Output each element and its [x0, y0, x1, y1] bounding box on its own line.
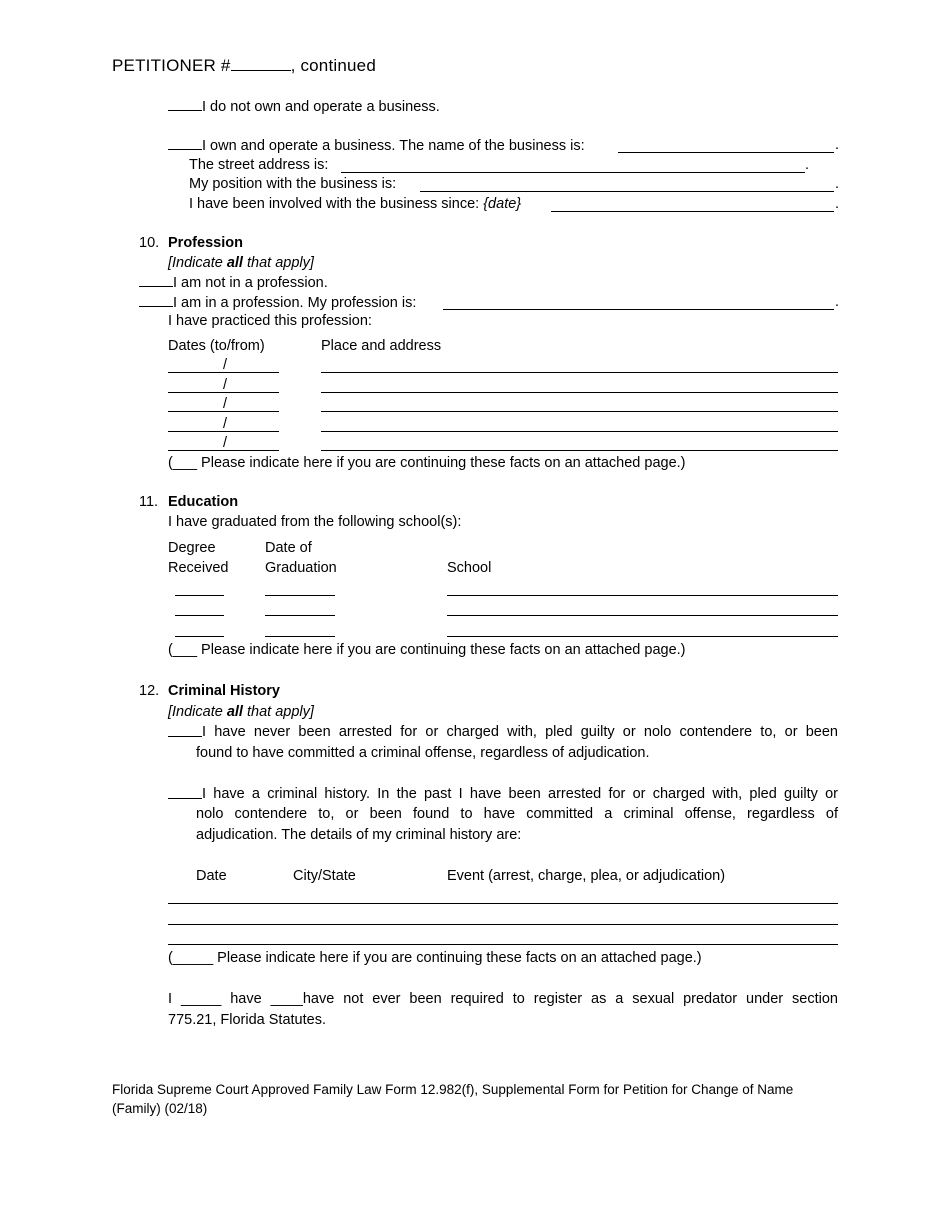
profession-place-field[interactable] — [321, 450, 838, 451]
criminal-city-header: City/State — [293, 868, 356, 884]
period: . — [835, 196, 840, 212]
criminal-details-field[interactable] — [168, 944, 838, 945]
period: . — [805, 157, 810, 173]
profession-dates-header: Dates (to/from) — [168, 338, 265, 354]
education-degree-header-2: Received — [168, 560, 229, 576]
profession-title: Profession — [168, 235, 243, 251]
criminal-never-line-1: I have never been arrested for or charged with, pled guilty or nolo contendere to, or been — [202, 724, 838, 740]
business-not-own-label: I do not own and operate a business. — [202, 99, 440, 115]
criminal-never-line-2: found to have committed a criminal offense, regardless of adjudication. — [196, 745, 650, 761]
criminal-history-line-2: nolo contendere to, or been found to have committed a criminal offense, regardless of — [196, 806, 838, 822]
criminal-history-checkbox[interactable] — [168, 784, 202, 799]
instruction-text: that apply] — [242, 704, 314, 720]
business-name-field[interactable] — [618, 152, 834, 153]
profession-instruction — [168, 253, 314, 273]
date-separator: / — [223, 396, 228, 412]
date-separator: / — [223, 377, 228, 393]
profession-in-checkbox[interactable] — [139, 292, 173, 307]
education-date-header-1: Date of — [265, 540, 312, 556]
petitioner-number-field[interactable] — [231, 56, 291, 71]
business-street-field[interactable] — [341, 172, 805, 173]
education-continue-note: (___ Please indicate here if you are continuing these facts on an attached page.) — [168, 642, 686, 658]
education-school-field[interactable] — [447, 636, 838, 637]
footer-line-1: Florida Supreme Court Approved Family Law Form 12.982(f), Supplemental Form for Petition for Change of Name — [112, 1082, 794, 1097]
education-title: Education — [168, 494, 239, 510]
profession-number: 10. — [139, 235, 160, 251]
business-own-label: I own and operate a business. The name of the business is: — [202, 138, 585, 154]
profession-continue-note: (___ Please indicate here if you are continuing these facts on an attached page.) — [168, 455, 686, 471]
period: . — [835, 176, 840, 192]
instruction-text: [Indicate — [168, 255, 227, 271]
education-school-header: School — [447, 560, 492, 576]
predator-statement-line-2: 775.21, Florida Statutes. — [168, 1012, 326, 1028]
header-prefix: PETITIONER # — [112, 56, 231, 75]
business-street-label: The street address is: — [189, 157, 329, 173]
instruction-emphasis: all — [226, 704, 243, 720]
education-school-field[interactable] — [447, 595, 838, 596]
date-separator: / — [223, 416, 228, 432]
business-own-checkbox[interactable] — [168, 135, 202, 150]
criminal-date-header: Date — [196, 868, 227, 884]
profession-not-in-label: I am not in a profession. — [173, 275, 328, 291]
profession-place-field[interactable] — [321, 392, 838, 393]
business-position-label: My position with the business is: — [189, 176, 397, 192]
criminal-never-option — [168, 722, 838, 742]
profession-field[interactable] — [443, 309, 834, 310]
criminal-history-line-3: adjudication. The details of my criminal history are: — [196, 827, 522, 843]
education-date-field[interactable] — [265, 615, 335, 616]
business-since-date-hint: {date} — [483, 196, 522, 212]
page-footer — [112, 1080, 842, 1118]
criminal-history-line-1: I have a criminal history. In the past I have been arrested for or charged with, pled guilty or — [202, 786, 838, 802]
education-degree-field[interactable] — [175, 636, 224, 637]
profession-in-label: I am in a profession. My profession is: — [173, 295, 417, 311]
business-not-own-checkbox[interactable] — [168, 96, 202, 111]
instruction-emphasis: all — [226, 255, 243, 271]
profession-place-field[interactable] — [321, 431, 838, 432]
period: . — [835, 294, 840, 310]
criminal-event-header: Event (arrest, charge, plea, or adjudication) — [447, 868, 726, 884]
criminal-instruction — [168, 702, 314, 722]
instruction-text: that apply] — [242, 255, 314, 271]
date-separator: / — [223, 435, 228, 451]
footer-line-2: (Family) (02/18) — [112, 1101, 208, 1116]
criminal-title: Criminal History — [168, 683, 280, 699]
criminal-details-field[interactable] — [168, 903, 838, 904]
business-since-field[interactable] — [551, 211, 834, 212]
instruction-text: [Indicate — [168, 704, 227, 720]
education-date-field[interactable] — [265, 595, 335, 596]
profession-not-in-option — [139, 272, 328, 293]
criminal-never-checkbox[interactable] — [168, 722, 202, 737]
business-position-field[interactable] — [420, 191, 834, 192]
period: . — [835, 137, 840, 153]
predator-statement-line-1[interactable]: I _____ have ____have not ever been required to register as a sexual predator under section — [168, 991, 838, 1007]
profession-practiced-label: I have practiced this profession: — [168, 313, 372, 329]
education-school-field[interactable] — [447, 615, 838, 616]
education-intro: I have graduated from the following school(s): — [168, 514, 462, 530]
business-since-label — [189, 194, 521, 214]
criminal-number: 12. — [139, 683, 160, 699]
business-own-option — [168, 135, 585, 156]
education-number: 11. — [139, 494, 159, 510]
profession-not-in-checkbox[interactable] — [139, 272, 173, 287]
education-date-field[interactable] — [265, 636, 335, 637]
education-degree-header-1: Degree — [168, 540, 216, 556]
criminal-continue-note: (_____ Please indicate here if you are continuing these facts on an attached page.) — [168, 950, 702, 966]
education-degree-field[interactable] — [175, 615, 224, 616]
date-separator: / — [223, 357, 228, 373]
criminal-history-option — [168, 784, 838, 804]
profession-place-field[interactable] — [321, 411, 838, 412]
header-suffix: , continued — [290, 56, 376, 75]
business-since-prefix: I have been involved with the business since: — [189, 196, 480, 212]
business-not-own-option — [168, 96, 440, 117]
profession-place-field[interactable] — [321, 372, 838, 373]
education-date-header-2: Graduation — [265, 560, 337, 576]
criminal-details-field[interactable] — [168, 924, 838, 925]
profession-in-option — [139, 292, 416, 313]
page-header — [112, 56, 376, 76]
education-degree-field[interactable] — [175, 595, 224, 596]
profession-place-header: Place and address — [321, 338, 442, 354]
